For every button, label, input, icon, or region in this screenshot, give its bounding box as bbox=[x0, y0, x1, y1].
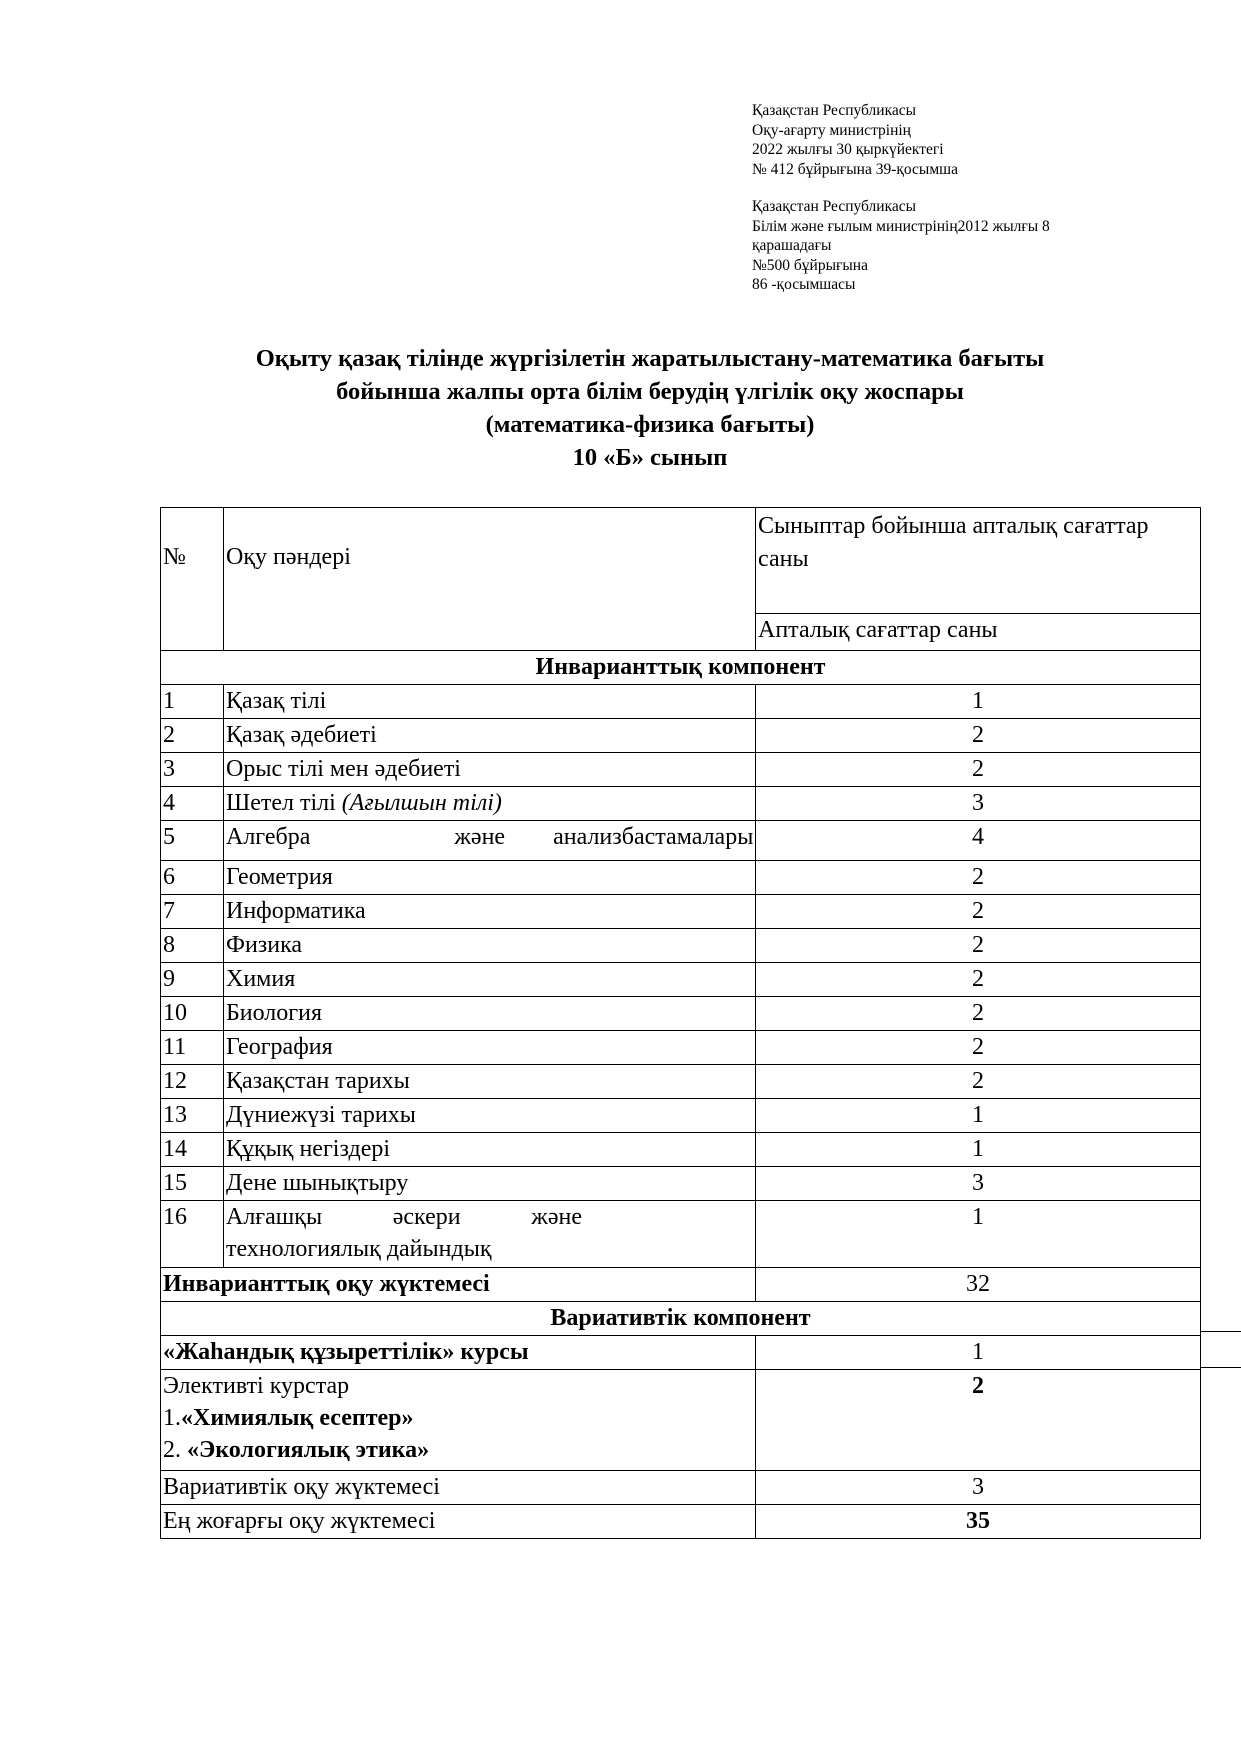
title-line: бойынша жалпы орта білім берудің үлгілік оқу жоспары bbox=[336, 378, 964, 405]
invariant-total-row bbox=[161, 1268, 1201, 1302]
header-hours-group: Сыныптар бойынша апталық сағаттар саны bbox=[756, 508, 1201, 614]
table-row bbox=[161, 861, 1201, 895]
row-hours: 3 bbox=[756, 1167, 1201, 1201]
variative-total-hours: 3 bbox=[756, 1471, 1201, 1505]
row-num: 10 bbox=[161, 997, 224, 1031]
elective-item-title: «Экологиялық этика» bbox=[187, 1437, 430, 1463]
table-row bbox=[161, 997, 1201, 1031]
row-subject: Дүниежүзі тарихы bbox=[224, 1099, 756, 1133]
global-course-hours: 1 bbox=[756, 1336, 1201, 1370]
table-row bbox=[161, 895, 1201, 929]
table-row bbox=[161, 1031, 1201, 1065]
row-subject: Дене шынықтыру bbox=[224, 1167, 756, 1201]
title-line: 10 «Б» сынып bbox=[572, 444, 728, 471]
row-num: 6 bbox=[161, 861, 224, 895]
table-border-stub bbox=[1200, 1367, 1241, 1368]
row-subject-cell bbox=[224, 1201, 756, 1268]
table-row bbox=[161, 753, 1201, 787]
row-num: 1 bbox=[161, 685, 224, 719]
row-hours: 2 bbox=[756, 753, 1201, 787]
elective-item bbox=[163, 1434, 753, 1466]
row-num: 11 bbox=[161, 1031, 224, 1065]
row-subject: Шетел тілі bbox=[226, 790, 336, 816]
row-subject: Орыс тілі мен әдебиеті bbox=[224, 753, 756, 787]
global-course-row bbox=[161, 1336, 1201, 1370]
row-hours: 2 bbox=[756, 1031, 1201, 1065]
title-line: Оқыту қазақ тілінде жүргізілетін жаратылыстану-математика бағыты bbox=[255, 345, 1045, 372]
elective-item-num: 1. bbox=[163, 1405, 181, 1431]
elective-item-title: «Химиялық есептер» bbox=[181, 1405, 414, 1431]
row-num: 14 bbox=[161, 1133, 224, 1167]
row-hours: 1 bbox=[756, 685, 1201, 719]
section-row bbox=[161, 651, 1201, 685]
row-subject: Физика bbox=[224, 929, 756, 963]
row-hours: 1 bbox=[756, 1133, 1201, 1167]
appendix-line: Қазақстан Республикасы bbox=[752, 198, 917, 215]
row-num: 15 bbox=[161, 1167, 224, 1201]
row-subject: География bbox=[224, 1031, 756, 1065]
variative-total-row bbox=[161, 1471, 1201, 1505]
row-hours: 1 bbox=[756, 1201, 1201, 1268]
max-total-row bbox=[161, 1505, 1201, 1539]
row-num: 12 bbox=[161, 1065, 224, 1099]
table-row bbox=[161, 719, 1201, 753]
row-subject: Құқық негіздері bbox=[224, 1133, 756, 1167]
row-hours: 2 bbox=[756, 719, 1201, 753]
row-num: 8 bbox=[161, 929, 224, 963]
row-subject: Биология bbox=[224, 997, 756, 1031]
row-hours: 1 bbox=[756, 1099, 1201, 1133]
invariant-total-label: Инварианттық оқу жүктемесі bbox=[161, 1268, 756, 1302]
header-hours: Апталық сағаттар саны bbox=[756, 614, 1201, 651]
row-subject: Геометрия bbox=[224, 861, 756, 895]
row-hours: 2 bbox=[756, 1065, 1201, 1099]
section-row bbox=[161, 1302, 1201, 1336]
electives-hours: 2 bbox=[756, 1370, 1201, 1471]
table-row bbox=[161, 929, 1201, 963]
appendix-note-previous bbox=[752, 197, 1172, 295]
row-subject: Информатика bbox=[224, 895, 756, 929]
row-num: 4 bbox=[161, 787, 224, 821]
appendix-line: 2022 жылғы 30 қыркүйектегі bbox=[752, 141, 944, 158]
row-hours: 3 bbox=[756, 787, 1201, 821]
row-num: 7 bbox=[161, 895, 224, 929]
row-num: 5 bbox=[161, 821, 224, 861]
row-hours: 2 bbox=[756, 963, 1201, 997]
section-invariant-title: Инварианттық компонент bbox=[161, 651, 1201, 685]
section-variative-title: Вариативтік компонент bbox=[161, 1302, 1201, 1336]
row-hours: 2 bbox=[756, 895, 1201, 929]
max-total-label: Ең жоғарғы оқу жүктемесі bbox=[161, 1505, 756, 1539]
electives-cell bbox=[161, 1370, 756, 1471]
max-total-hours: 35 bbox=[756, 1505, 1201, 1539]
table-row bbox=[161, 685, 1201, 719]
header-subjects: Оқу пәндері bbox=[224, 508, 756, 651]
row-subject: Алгебра және анализбастамалары bbox=[224, 821, 756, 861]
row-subject-line2: технологиялық дайындық bbox=[226, 1236, 492, 1262]
document-title bbox=[150, 342, 1150, 474]
row-num: 3 bbox=[161, 753, 224, 787]
table-border-stub bbox=[1200, 1331, 1241, 1332]
appendix-note-current bbox=[752, 101, 1172, 179]
row-subject: Қазақ тілі bbox=[224, 685, 756, 719]
row-num: 16 bbox=[161, 1201, 224, 1268]
table-header-row bbox=[161, 508, 1201, 614]
table-row bbox=[161, 1099, 1201, 1133]
title-line: (математика-физика бағыты) bbox=[485, 411, 815, 438]
table-row bbox=[161, 1065, 1201, 1099]
row-hours: 2 bbox=[756, 861, 1201, 895]
table-row bbox=[161, 1167, 1201, 1201]
row-subject-note: (Ағылшын тілі) bbox=[341, 790, 502, 816]
appendix-line: № 412 бұйрығына 39-қосымша bbox=[752, 160, 958, 178]
curriculum-table bbox=[160, 507, 1201, 1539]
appendix-line: 86 -қосымшасы bbox=[752, 276, 856, 293]
row-subject: Химия bbox=[224, 963, 756, 997]
electives-label: Элективті курстар bbox=[163, 1373, 350, 1399]
appendix-line: Қазақстан Республикасы bbox=[752, 102, 917, 119]
row-hours: 2 bbox=[756, 997, 1201, 1031]
row-num: 2 bbox=[161, 719, 224, 753]
row-subject: Қазақ әдебиеті bbox=[224, 719, 756, 753]
row-subject: Қазақстан тарихы bbox=[224, 1065, 756, 1099]
row-subject-cell bbox=[224, 787, 756, 821]
invariant-total-hours: 32 bbox=[756, 1268, 1201, 1302]
row-num: 9 bbox=[161, 963, 224, 997]
row-num: 13 bbox=[161, 1099, 224, 1133]
elective-item bbox=[163, 1402, 753, 1434]
table-row bbox=[161, 821, 1201, 861]
elective-item-num: 2. bbox=[163, 1437, 187, 1463]
table-row bbox=[161, 1201, 1201, 1268]
table-row bbox=[161, 963, 1201, 997]
row-hours: 2 bbox=[756, 929, 1201, 963]
appendix-line: Оқу-ағарту министрінің bbox=[752, 121, 911, 139]
table-row bbox=[161, 1133, 1201, 1167]
row-subject: Алғашқы әскери және bbox=[226, 1204, 582, 1230]
table-row bbox=[161, 787, 1201, 821]
appendix-line: Білім және ғылым министрінің2012 жылғы 8 bbox=[752, 217, 1050, 235]
global-course-label: «Жаһандық құзыреттілік» курсы bbox=[161, 1336, 756, 1370]
row-hours: 4 bbox=[756, 821, 1201, 861]
variative-total-label: Вариативтік оқу жүктемесі bbox=[161, 1471, 756, 1505]
electives-row bbox=[161, 1370, 1201, 1471]
appendix-line: №500 бұйрығына bbox=[752, 256, 868, 274]
header-num: № bbox=[161, 508, 224, 651]
appendix-line: қарашадағы bbox=[752, 237, 832, 254]
